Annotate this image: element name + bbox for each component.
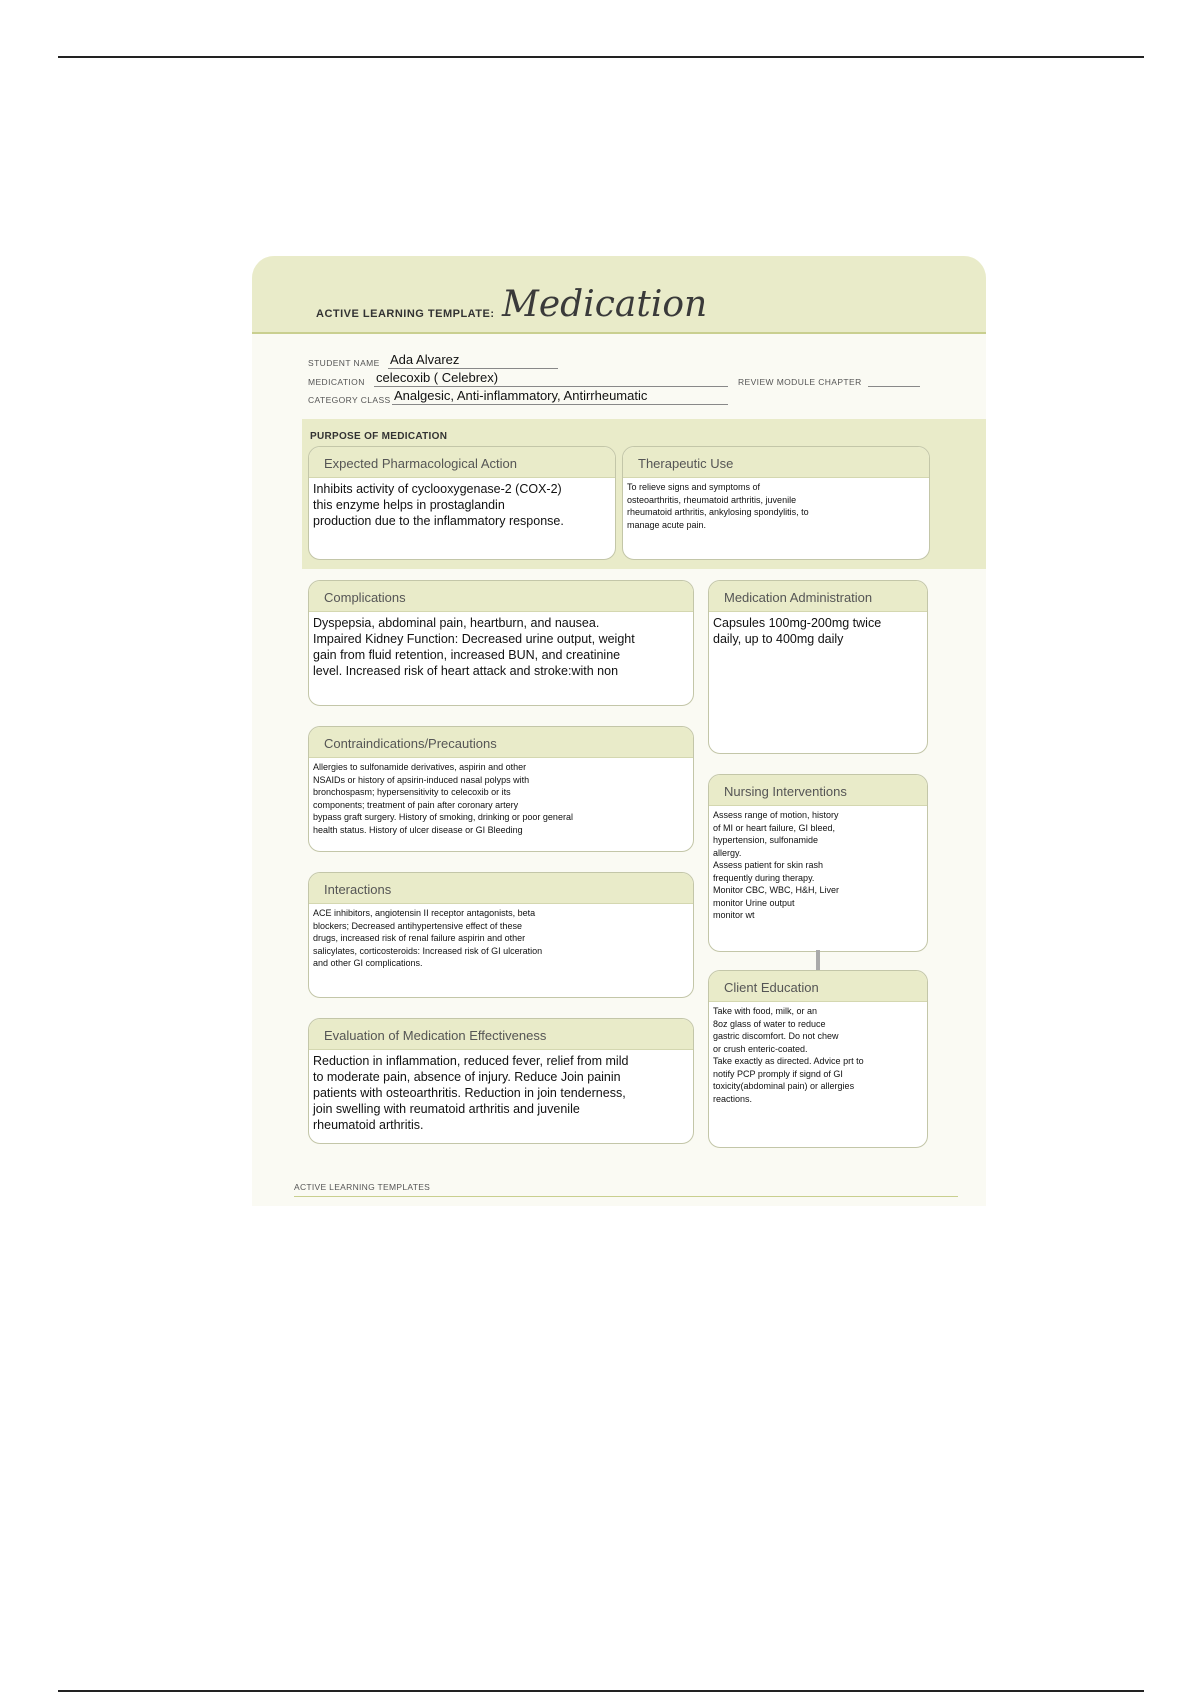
template-title: Medication	[502, 284, 708, 325]
nursing-interventions-box	[708, 774, 928, 952]
contraindications-box	[308, 726, 694, 852]
interactions-box	[308, 872, 694, 998]
contraindications-title: Contraindications/Precautions	[309, 727, 693, 758]
complications-title: Complications	[309, 581, 693, 612]
medication-template-sheet	[252, 256, 986, 1206]
footer-line	[294, 1196, 958, 1197]
student-name-label: STUDENT NAME	[308, 358, 380, 368]
complications-text: Dyspepsia, abdominal pain, heartburn, and nausea. Impaired Kidney Function: Decreased urine output, weight gain from fluid retention, increased BUN, and creatinine level. Increased risk of heart attack and stroke:with non	[313, 616, 635, 678]
client-education-box	[708, 970, 928, 1148]
client-education-text: Take with food, milk, or an 8oz glass of water to reduce gastric discomfort. Do not chew or crush enteric-coated. Take exactly as directed. Advice prt to notify PCP promply if signd of GI toxicity(abdominal pain) or allergies reactions.	[713, 1006, 864, 1104]
category-class-label: CATEGORY CLASS	[308, 395, 391, 405]
evaluation-box	[308, 1018, 694, 1144]
interactions-text: ACE inhibitors, angiotensin II receptor antagonists, beta blockers; Decreased antihypertensive effect of these drugs, increased risk of renal failure aspirin and other salicylates, corticosteroids: Increased risk of GI ulceration and other GI complications.	[313, 908, 543, 968]
expected-action-title: Expected Pharmacological Action	[309, 447, 615, 478]
template-label: ACTIVE LEARNING TEMPLATE:	[316, 308, 495, 320]
therapeutic-use-title: Therapeutic Use	[623, 447, 929, 478]
page-bottom-rule	[58, 1690, 1144, 1692]
page-top-rule	[58, 56, 1144, 58]
box-connector	[816, 950, 820, 970]
student-name-line	[388, 368, 558, 369]
student-name-value: Ada Alvarez	[390, 352, 460, 367]
medication-line	[374, 386, 728, 387]
nursing-interventions-text: Assess range of motion, history of MI or heart failure, GI bleed, hypertension, sulfonamide allergy. Assess patient for skin rash frequently during therapy. Monitor CBC, WBC, H&H, Liver monitor Urine output monitor wt	[713, 810, 840, 920]
category-class-value: Analgesic, Anti-inflammatory, Antirrheumatic	[394, 388, 648, 403]
review-module-chapter-line	[868, 386, 920, 387]
footer-label: ACTIVE LEARNING TEMPLATES	[294, 1182, 431, 1192]
template-header	[252, 256, 986, 334]
complications-box	[308, 580, 694, 706]
client-education-title: Client Education	[709, 971, 927, 1002]
expected-action-box	[308, 446, 616, 560]
medication-administration-text: Capsules 100mg-200mg twice daily, up to 400mg daily	[713, 616, 882, 646]
purpose-label: PURPOSE OF MEDICATION	[310, 431, 448, 442]
medication-label: MEDICATION	[308, 377, 365, 387]
therapeutic-use-text: To relieve signs and symptoms of osteoarthritis, rheumatoid arthritis, juvenile rheumatoid arthritis, ankylosing spondylitis, to manage acute pain.	[627, 482, 809, 530]
evaluation-text: Reduction in inflammation, reduced fever, relief from mild to moderate pain, absence of injury. Reduce Join painin patients with osteoarthritis. Reduction in join tenderness, join swelling with reumatoid arthritis and juvenile rheumatoid arthritis.	[313, 1054, 629, 1132]
interactions-title: Interactions	[309, 873, 693, 904]
nursing-interventions-title: Nursing Interventions	[709, 775, 927, 806]
medication-value: celecoxib ( Celebrex)	[376, 370, 499, 385]
review-module-chapter-label: REVIEW MODULE CHAPTER	[738, 377, 862, 387]
medication-administration-box	[708, 580, 928, 754]
medication-administration-title: Medication Administration	[709, 581, 927, 612]
category-class-line	[392, 404, 728, 405]
evaluation-title: Evaluation of Medication Effectiveness	[309, 1019, 693, 1050]
expected-action-text: Inhibits activity of cyclooxygenase-2 (COX-2) this enzyme helps in prostaglandin production due to the inflammatory response.	[313, 482, 564, 528]
contraindications-text: Allergies to sulfonamide derivatives, aspirin and other NSAIDs or history of apsirin-induced nasal polyps with bronchospasm; hypersensitivity to celecoxib or its components; treatment of pain after coronary artery bypass graft surgery. History of smoking, drinking or poor general health status. History of ulcer disease or GI Bleeding	[313, 762, 573, 835]
therapeutic-use-box	[622, 446, 930, 560]
